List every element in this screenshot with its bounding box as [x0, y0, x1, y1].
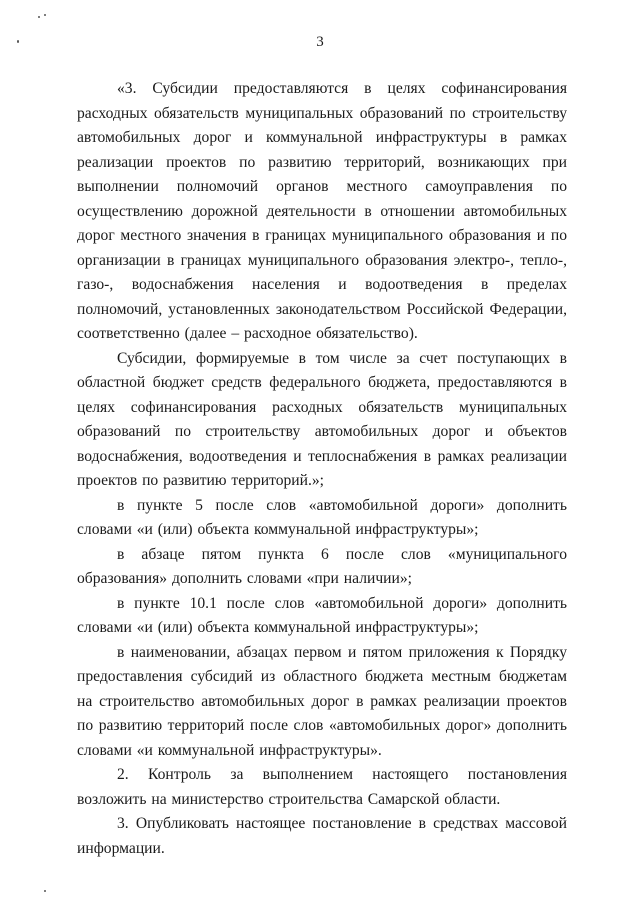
- page-number: 3: [316, 34, 324, 50]
- paragraph-point-10-1: в пункте 10.1 после слов «автомобильной дороги» дополнить словами «и (или) объекта коммунальной инфраструктуры»;: [77, 594, 567, 636]
- paragraph-appendix-title: в наименовании, абзацах первом и пятом приложения к Порядку предоставления субсидий из областного бюджета местным бюджетам на строительство автомобильных дорог в рамках реализации проектов по развитию территорий после слов «автомобильных дорог» дополнить словами «и коммунальной инфраструктуры».: [77, 643, 567, 759]
- paragraph-point-5: в пункте 5 после слов «автомобильной дороги» дополнить словами «и (или) объекта коммунальной инфраструктуры»;: [77, 496, 567, 538]
- scan-speck: [38, 16, 40, 18]
- scan-speck: [44, 890, 46, 892]
- paragraph-control: 2. Контроль за выполнением настоящего постановления возложить на министерство строительства Самарской области.: [77, 766, 567, 808]
- paragraph-subsidy-purpose: «3. Субсидии предоставляются в целях софинансирования расходных обязательств муниципальных образований по строительству автомобильных дорог и коммунальной инфраструктуры в рамках реализации проектов по развитию территорий, возникающих при выполнении полномочий органов местного самоуправления по осуществлению дорожной деятельности в отношении автомобильных дорог местного значения в границах муниципального образования и по организации в границах муниципального образования электро-, тепло-, газо-, водоснабжения населения и водоотведения в пределах полномочий, установленных законодательством Российской Федерации, соответственно (далее – расходное обязательство).: [77, 80, 567, 342]
- paragraph-subsidy-funding: Субсидии, формируемые в том числе за счет поступающих в областной бюджет средств федерального бюджета, предоставляются в целях софинансирования расходных обязательств муниципальных образований по строительству автомобильных дорог и объектов водоснабжения, водоотведения и теплоснабжения в рамках реализации проектов по развитию территорий.»;: [77, 349, 567, 489]
- scan-speck: [44, 14, 46, 16]
- paragraph-point-6: в абзаце пятом пункта 6 после слов «муниципального образования» дополнить словами «при наличии»;: [77, 545, 567, 587]
- document-body: [77, 77, 567, 861]
- paragraph-publish: 3. Опубликовать настоящее постановление в средствах массовой информации.: [77, 815, 567, 857]
